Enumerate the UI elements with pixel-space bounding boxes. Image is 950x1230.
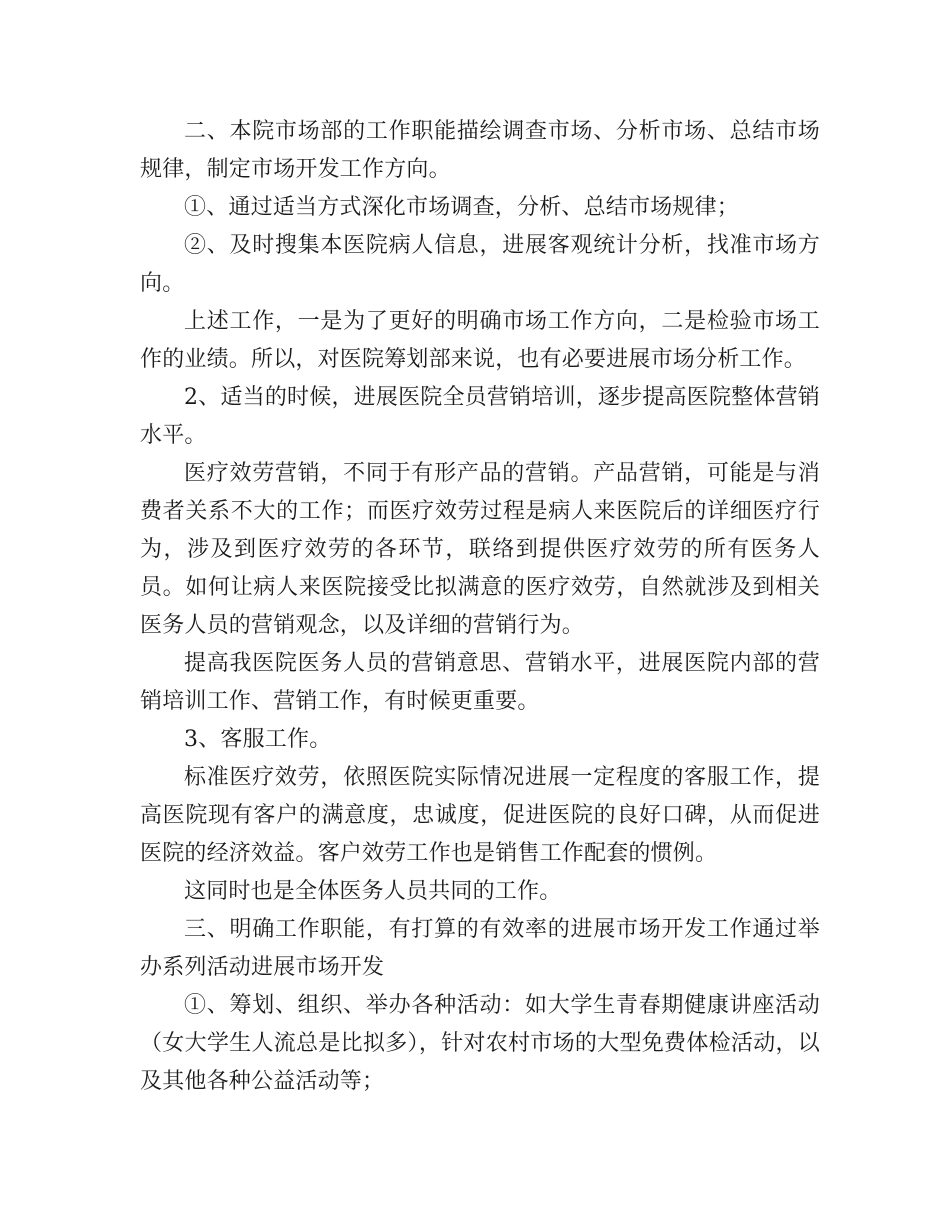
paragraph-work-purpose: 上述工作，一是为了更好的明确市场工作方向，二是检验市场工作的业绩。所以，对医院筹划部来说，也有必要进展市场分析工作。 xyxy=(140,309,820,372)
paragraph-item-1: ①、通过适当方式深化市场调查，分析、总结市场规律； xyxy=(184,195,740,220)
paragraph-market-functions: 二、本院市场部的工作职能描绘调查市场、分析市场、总结市场规律，制定市场开发工作方向。 xyxy=(140,119,820,182)
paragraph-clarify-functions: 三、明确工作职能，有打算的有效率的进展市场开发工作通过举办系列活动进展市场开发 xyxy=(140,917,820,980)
paragraph-customer-service-heading: 3、客服工作。 xyxy=(184,727,332,752)
paragraph-medical-service-marketing: 医疗效劳营销，不同于有形产品的营销。产品营销，可能是与消费者关系不大的工作；而医疗效劳过程是病人来医院后的详细医疗行为，涉及到医疗效劳的各环节，联络到提供医疗效劳的所有医务人员。如何让病人来医院接受比拟满意的医疗效劳，自然就涉及到相关医务人员的营销观念，以及详细的营销行为。 xyxy=(140,461,820,638)
paragraph-marketing-training: 2、适当的时候，进展医院全员营销培训，逐步提高医院整体营销水平。 xyxy=(140,385,820,448)
paragraph-standard-service: 标准医疗效劳，依照医院实际情况进展一定程度的客服工作，提高医院现有客户的满意度，忠诚度，促进医院的良好口碑，从而促进医院的经济效益。客户效劳工作也是销售工作配套的惯例。 xyxy=(140,765,820,866)
paragraph-improve-awareness: 提高我医院医务人员的营销意思、营销水平，进展医院内部的营销培训工作、营销工作，有时候更重要。 xyxy=(140,651,820,714)
paragraph-item-2: ②、及时搜集本医院病人信息，进展客观统计分析，找准市场方向。 xyxy=(140,233,820,296)
paragraph-activities: ①、筹划、组织、举办各种活动：如大学生青春期健康讲座活动（女大学生人流总是比拟多），针对农村市场的大型免费体检活动，以及其他各种公益活动等； xyxy=(140,993,820,1094)
paragraph-shared-work: 这同时也是全体医务人员共同的工作。 xyxy=(184,879,562,904)
document-body xyxy=(140,113,820,1101)
